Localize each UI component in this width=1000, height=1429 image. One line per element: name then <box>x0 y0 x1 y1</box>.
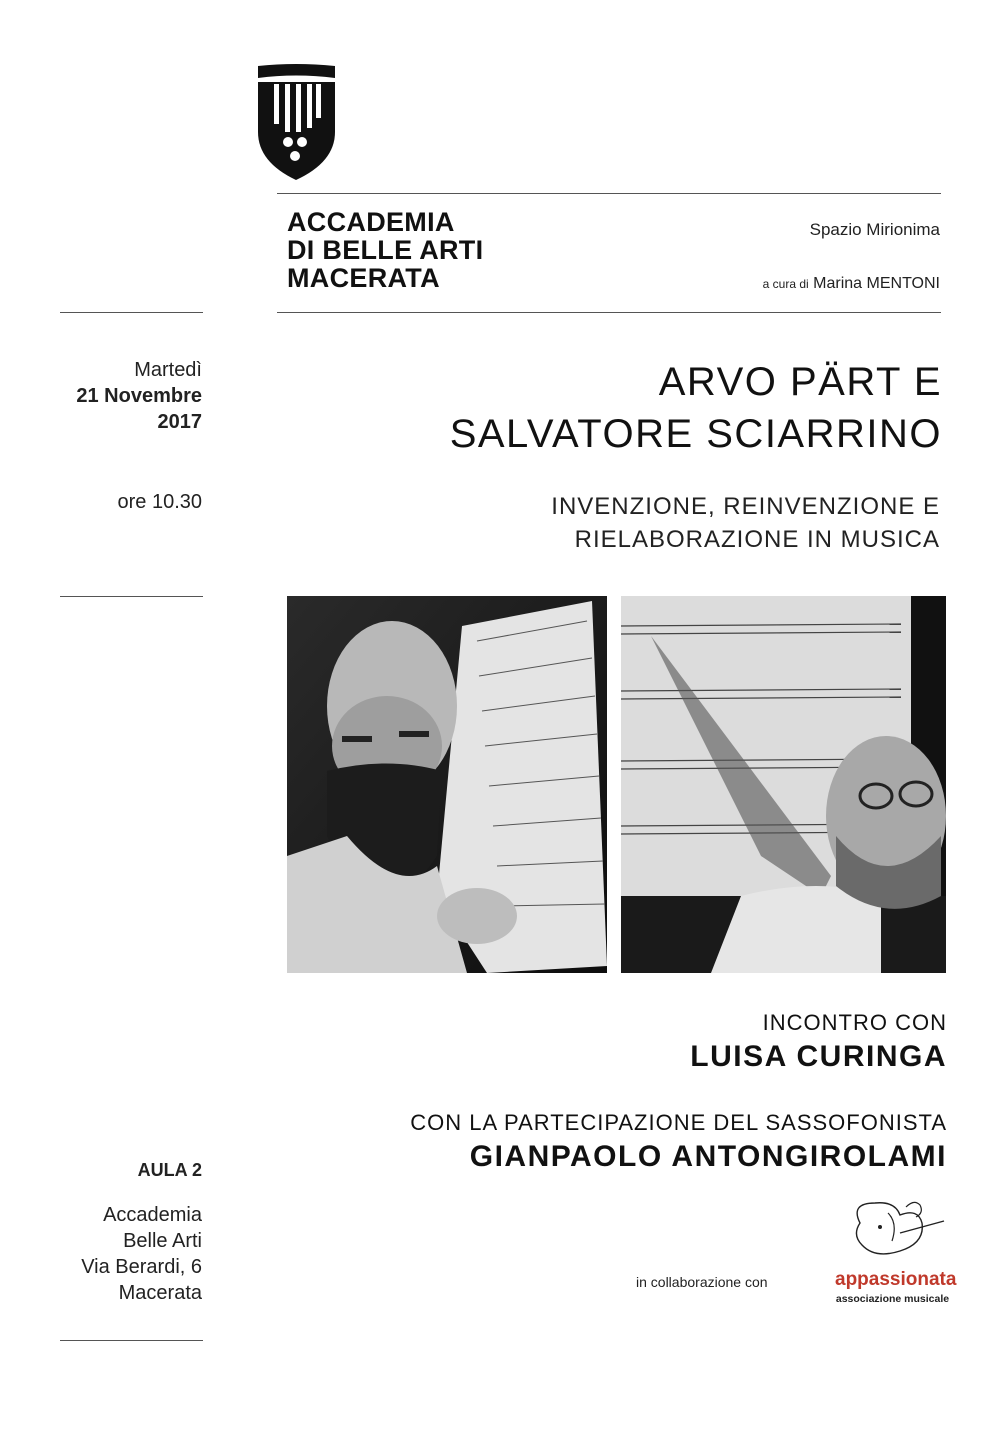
address-line: Macerata <box>118 1282 202 1304</box>
institution-line: DI BELLE ARTI <box>287 235 484 265</box>
partner-name: appassionata <box>835 1269 957 1290</box>
address-block <box>81 1202 202 1306</box>
address-line: Accademia <box>103 1204 202 1226</box>
violin-icon <box>840 1193 950 1265</box>
photo-arvo-part <box>287 596 607 973</box>
speaker-name: LUISA CURINGA <box>690 1040 947 1073</box>
performer-name: GIANPAOLO ANTONGIROLAMI <box>469 1140 947 1173</box>
partner-logo <box>835 1193 957 1313</box>
institution-name <box>287 208 483 292</box>
curator-line <box>763 275 940 293</box>
address-line: Via Berardi, 6 <box>81 1256 202 1278</box>
partner-tagline: associazione musicale <box>835 1293 950 1305</box>
left-rule-3 <box>60 1340 203 1341</box>
date-day-month: 21 Novembre <box>76 385 202 407</box>
institution-line: MACERATA <box>287 263 440 293</box>
event-title-line-1: ARVO PÄRT E <box>658 360 942 404</box>
curator-prefix: a cura di <box>762 277 809 291</box>
participation-label: CON LA PARTECIPAZIONE DEL SASSOFONISTA <box>410 1110 947 1135</box>
venue-series: Spazio Mirionima <box>809 220 940 239</box>
header-top-rule <box>277 193 941 194</box>
event-subtitle-line-2: RIELABORAZIONE IN MUSICA <box>574 526 940 553</box>
date-year: 2017 <box>157 411 202 433</box>
left-rule-1 <box>60 312 203 313</box>
left-rule-2 <box>60 596 203 597</box>
date-weekday: Martedì <box>134 359 202 381</box>
institution-line: ACCADEMIA <box>287 207 455 237</box>
event-time: ore 10.30 <box>117 491 202 513</box>
collaboration-label: in collaborazione con <box>636 1274 768 1290</box>
photo-salvatore-sciarrino <box>621 596 946 973</box>
room-label: AULA 2 <box>137 1160 202 1180</box>
curator-name: Marina MENTONI <box>813 275 940 292</box>
intro-label: INCONTRO CON <box>762 1010 947 1035</box>
date-block <box>76 357 202 435</box>
event-title-line-2: SALVATORE SCIARRINO <box>449 412 942 456</box>
academy-logo <box>254 62 339 182</box>
header-bottom-rule <box>277 312 941 313</box>
address-line: Belle Arti <box>123 1230 202 1252</box>
event-subtitle-line-1: INVENZIONE, REINVENZIONE E <box>551 493 940 520</box>
